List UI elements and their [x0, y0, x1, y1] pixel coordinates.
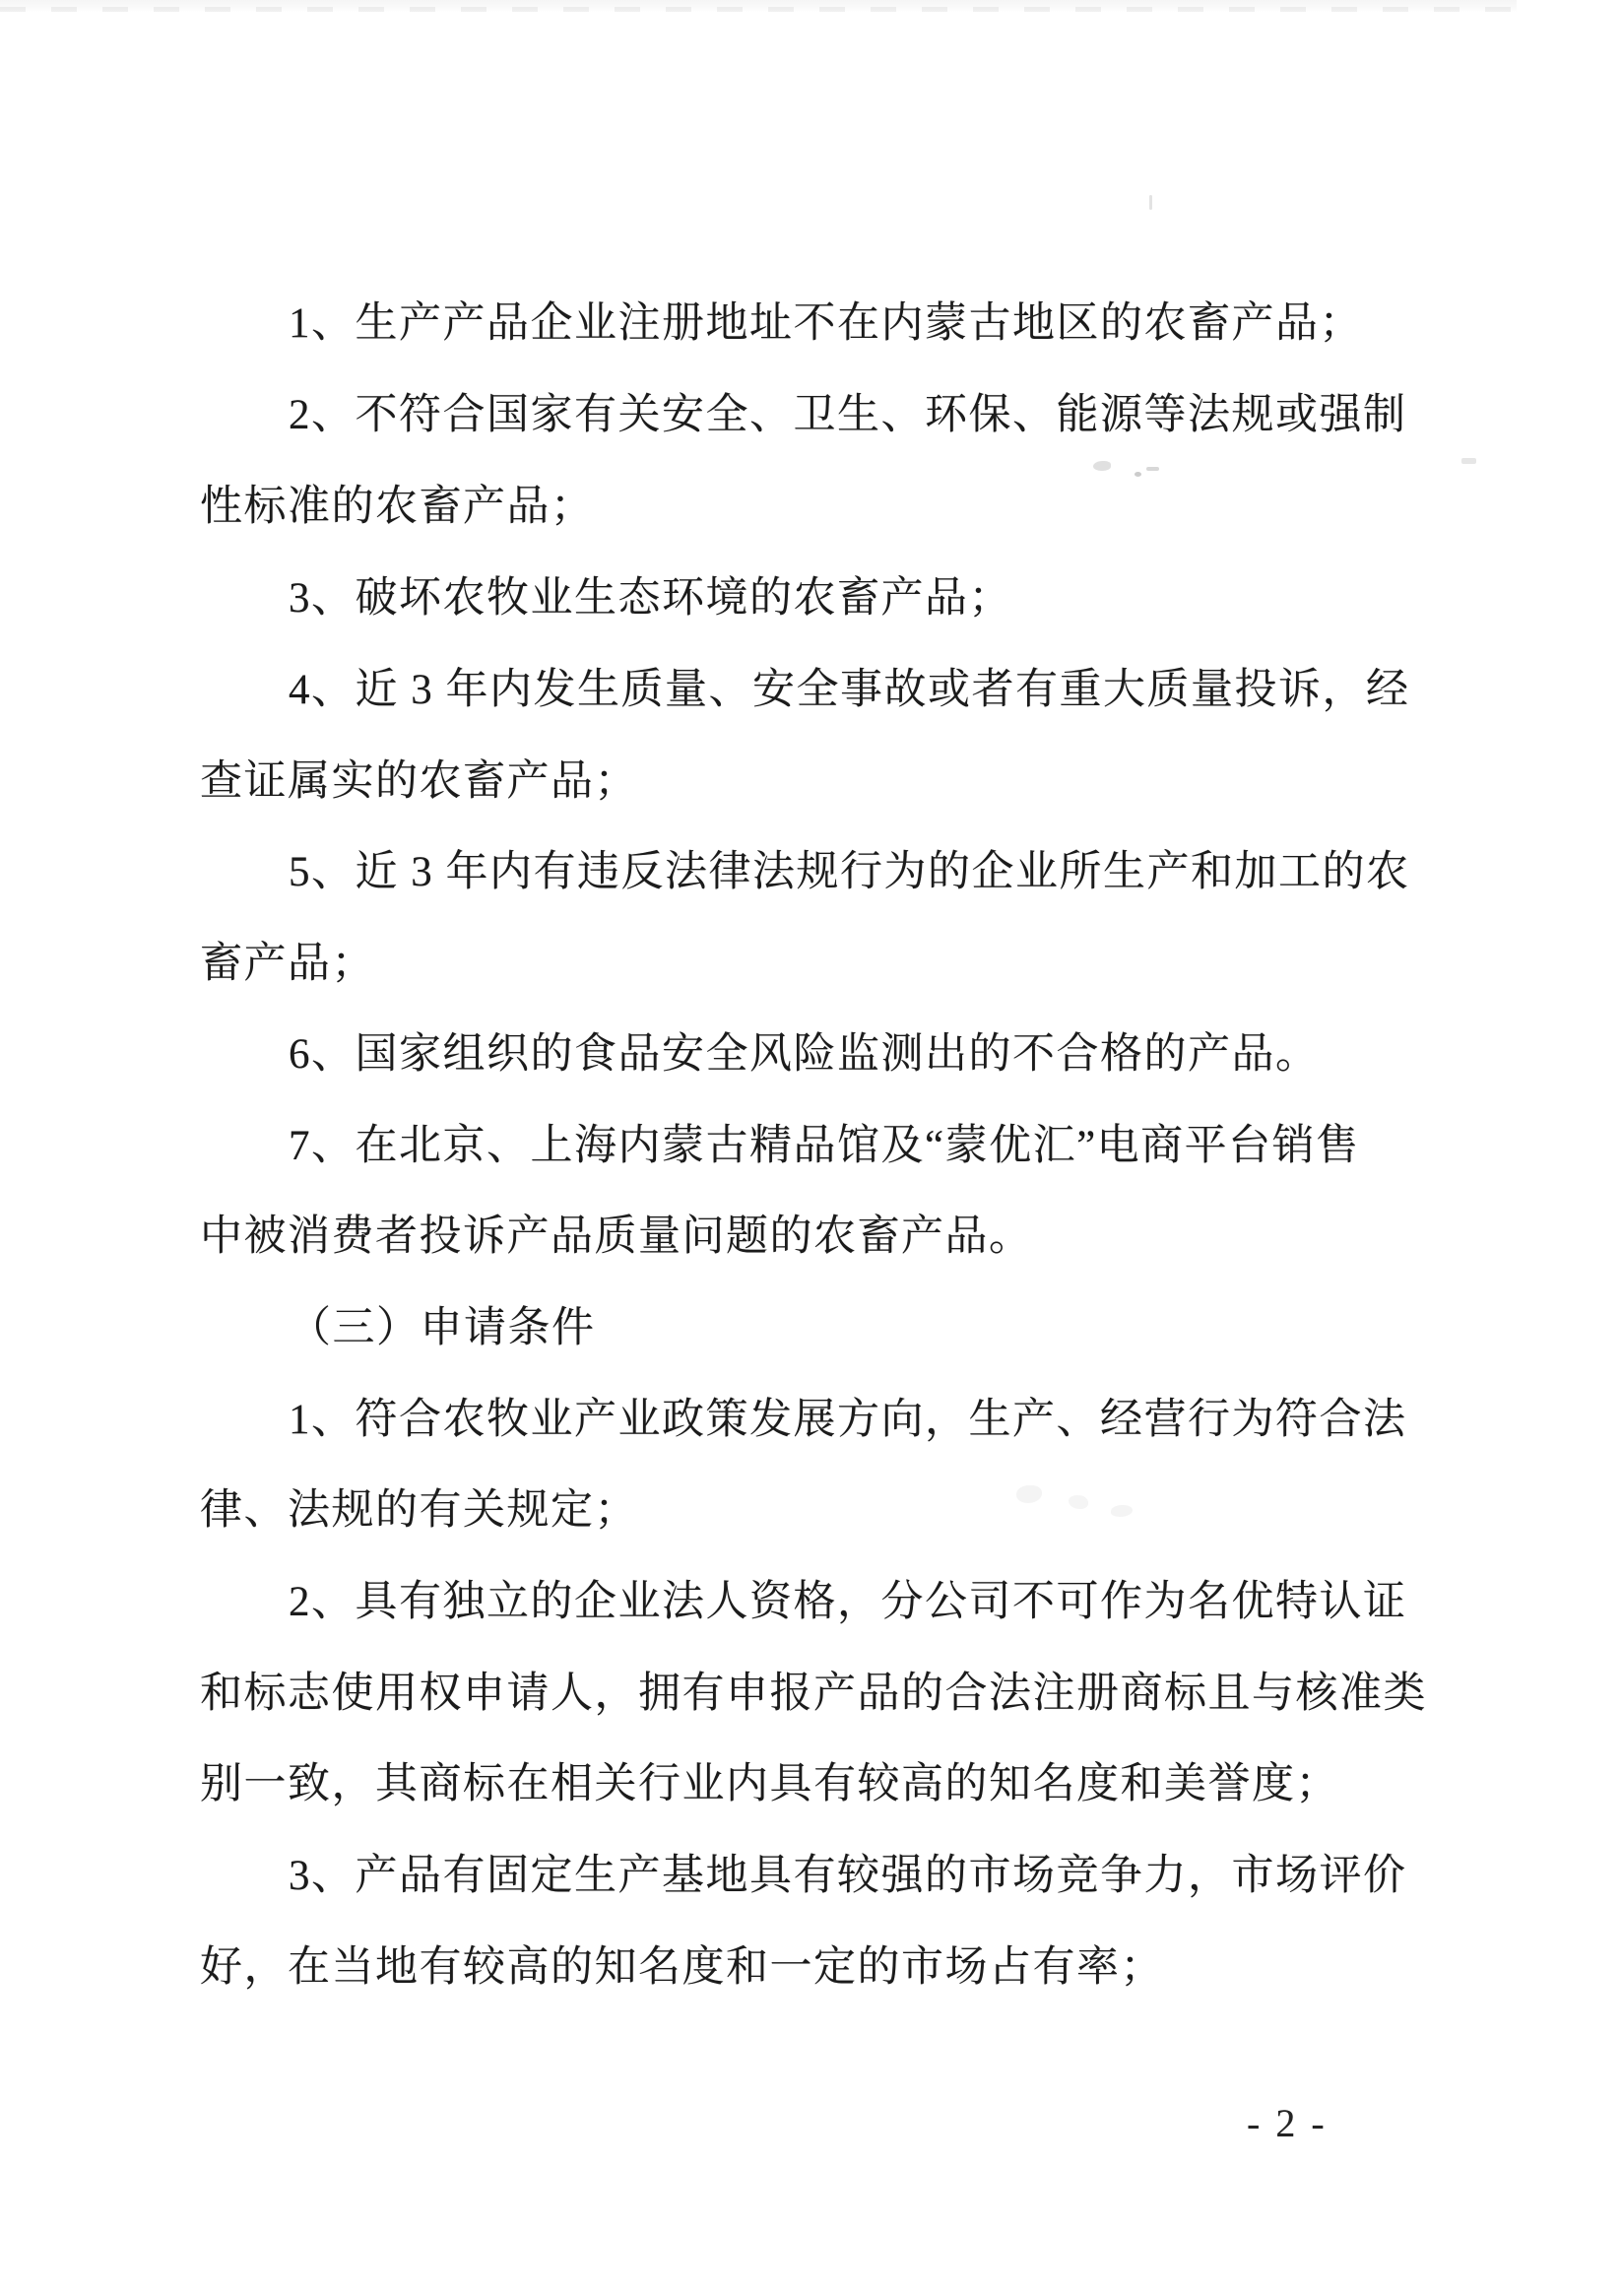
text-line: 2、具有独立的企业法人资格，分公司不可作为名优特认证: [289, 1579, 1407, 1625]
text-line: 中被消费者投诉产品质量问题的农畜产品。: [200, 1214, 1033, 1260]
scan-noise-speck: [1149, 195, 1152, 210]
text-line: 性标准的农畜产品；: [200, 484, 595, 530]
text-line: 律、法规的有关规定；: [200, 1487, 638, 1534]
text-line: 别一致，其商标在相关行业内具有较高的知名度和美誉度；: [200, 1761, 1339, 1807]
scan-noise-speck: [1135, 472, 1141, 477]
scan-noise-speck: [1069, 1495, 1088, 1509]
text-line: 7、在北京、上海内蒙古精品馆及“蒙优汇”电商平台销售: [289, 1123, 1360, 1169]
text-line: 查证属实的农畜产品；: [200, 758, 638, 805]
text-line: 2、不符合国家有关安全、卫生、环保、能源等法规或强制: [289, 392, 1407, 438]
text-line: 和标志使用权申请人，拥有申报产品的合法注册商标且与核准类: [200, 1671, 1427, 1717]
scan-edge-artifact: [0, 0, 1517, 12]
text-line: 3、产品有固定生产基地具有较强的市场竞争力，市场评价: [289, 1853, 1407, 1899]
text-line: 5、近 3 年内有违反法律法规行为的企业所生产和加工的农: [289, 849, 1410, 895]
scan-noise-speck: [1461, 458, 1476, 464]
page-number: - 2 -: [1247, 2101, 1328, 2145]
text-line: 畜产品；: [200, 941, 375, 987]
text-line: 4、近 3 年内发生质量、安全事故或者有重大质量投诉，经: [289, 667, 1410, 713]
scan-noise-speck: [1016, 1485, 1042, 1503]
text-line: 1、符合农牧业产业政策发展方向，生产、经营行为符合法: [289, 1397, 1407, 1443]
scan-noise-speck: [1093, 461, 1111, 471]
text-line: 6、国家组织的食品安全风险监测出的不合格的产品。: [289, 1031, 1320, 1078]
scan-noise-speck: [1146, 467, 1159, 471]
scan-noise-speck: [1111, 1505, 1133, 1517]
section-heading: （三）申请条件: [289, 1305, 596, 1351]
text-line: 好，在当地有较高的知名度和一定的市场占有率；: [200, 1944, 1164, 1991]
text-line: 1、生产产品企业注册地址不在内蒙古地区的农畜产品；: [289, 300, 1363, 347]
text-line: 3、破坏农牧业生态环境的农畜产品；: [289, 575, 1012, 622]
